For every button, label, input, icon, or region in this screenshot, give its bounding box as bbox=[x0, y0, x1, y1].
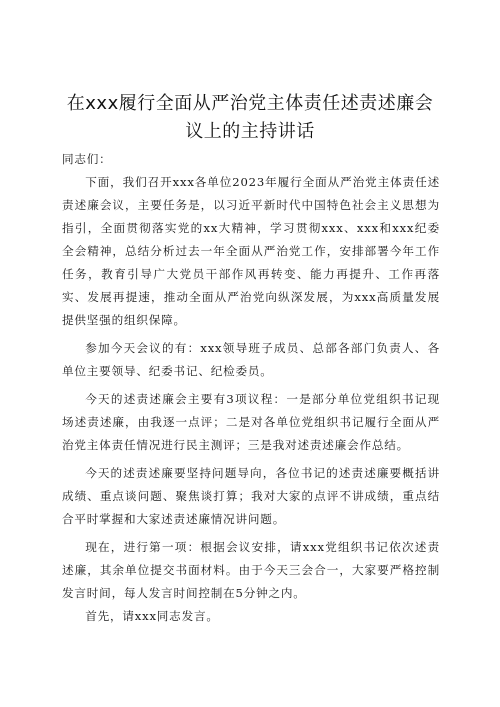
paragraph-first-item: 现在，进行第一项：根据会议安排，请xxx党组织书记依次述责述廉，其余单位提交书面材料。由于今天三会合一，大家要严格控制发言时间，每人发言时间控制在5分钟之内。 bbox=[62, 540, 440, 600]
paragraph-agenda: 今天的述责述廉会主要有3项议程：一是部分单位党组织书记现场述责述廉，由我逐一点评；二是对各单位党组织书记履行全面从严治党主体责任情况进行民主测评；三是我对述责述廉会作总结。 bbox=[62, 392, 440, 452]
paragraph-first-speaker: 首先，请xxx同志发言。 bbox=[85, 609, 219, 623]
document-title bbox=[40, 90, 460, 146]
document-body bbox=[62, 148, 440, 628]
paragraph-requirements: 今天的述责述廉要坚持问题导向，各位书记的述责述廉要概括讲成绩、重点谈问题、聚焦谈打算；我对大家的点评不讲成绩，重点结合平时掌握和大家述责述廉情况讲问题。 bbox=[62, 466, 440, 526]
paragraph-opening: 下面，我们召开xxx各单位2023年履行全面从严治党主体责任述责述廉会议，主要任务是，以习近平新时代中国特色社会主义思想为指引，全面贯彻落实党的xx大精神，学习贯彻xxx、xxx和xxx纪委全会精神，总结分析过去一年全面从严治党工作，安排部署今年工作任务，教育引导广大党员干部作风再转变、能力再提升、工作再落实、发展再提速，推动全面从严治党向纵深发展，为xxx高质量发展提供坚强的组织保障。 bbox=[62, 175, 440, 327]
title-line-2: 议上的主持讲话 bbox=[185, 121, 315, 142]
paragraph-attendees: 参加今天会议的有：xxx领导班子成员、总部各部门负责人、各单位主要领导、纪委书记、纪检委员。 bbox=[62, 341, 440, 378]
salutation: 同志们： bbox=[62, 152, 112, 166]
title-line-1: 在xxx履行全面从严治党主体责任述责述廉会 bbox=[66, 93, 434, 114]
